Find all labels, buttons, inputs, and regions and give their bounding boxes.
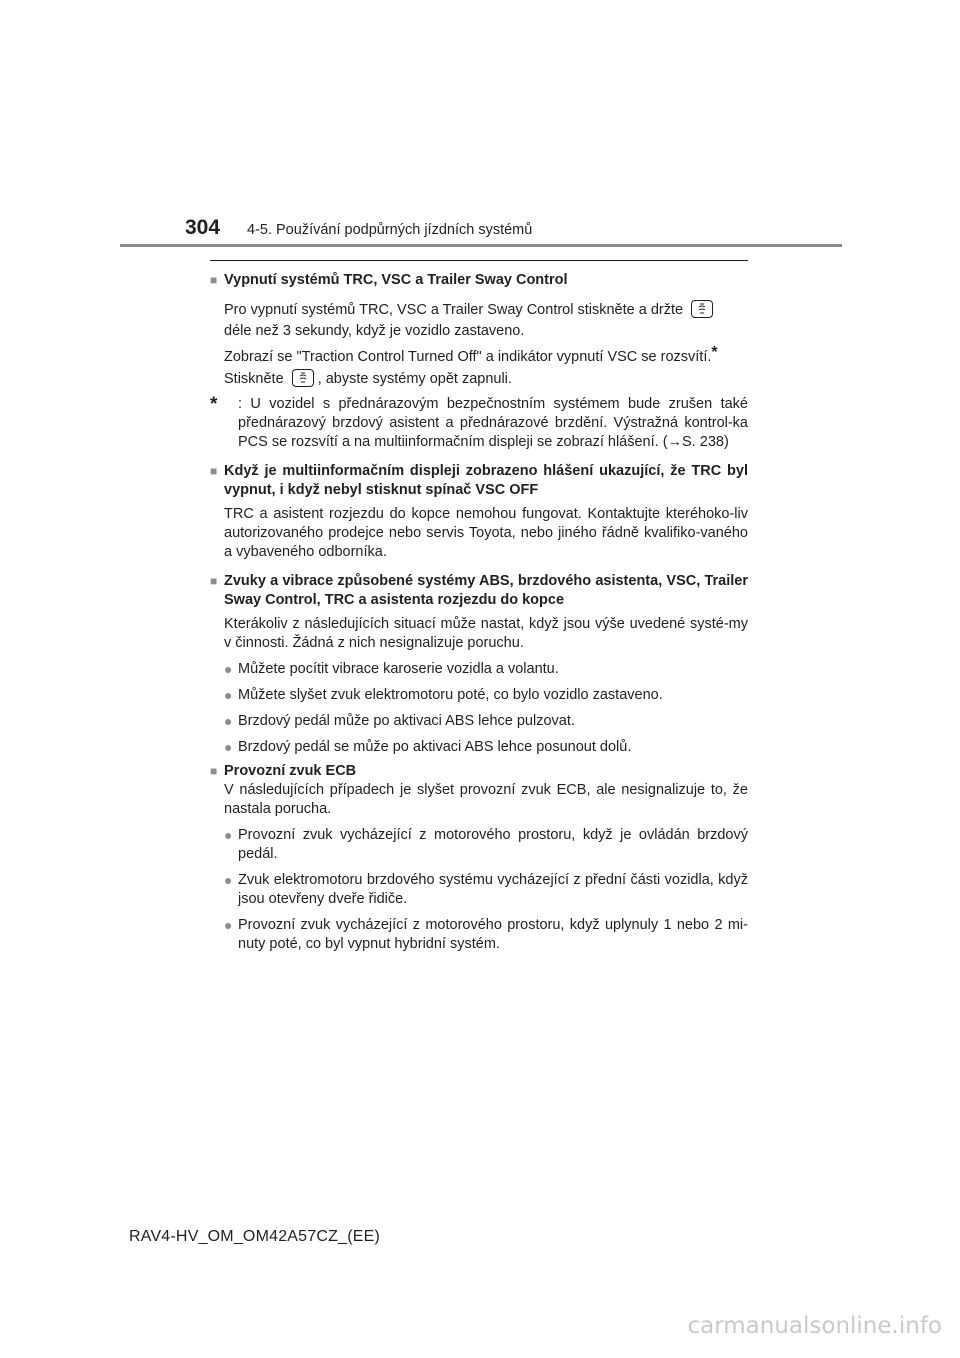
list-item: ● Brzdový pedál může po aktivaci ABS lehce pulzovat.	[224, 713, 575, 729]
vsc-off-switch-icon	[292, 369, 314, 387]
paragraph: Stiskněte , abyste systémy opět zapnuli.	[224, 371, 512, 387]
section-heading-ecb-sound: ■ Provozní zvuk ECB	[210, 763, 357, 779]
list-item: ● Můžete slyšet zvuk elektromotoru poté, co bylo vozidlo zastaveno.	[224, 687, 663, 703]
circle-bullet-icon: ●	[224, 917, 233, 933]
list-item: ● Můžete pocítit vibrace karoserie vozidla a volantu.	[224, 661, 559, 677]
paragraph: Kterákoliv z následujících situací může nastat, když jsou výše uvedené systé-my v činnosti. Žádná z nich nesignalizuje poruchu.	[224, 616, 748, 651]
circle-bullet-icon: ●	[224, 687, 233, 703]
paragraph: Zobrazí se "Traction Control Turned Off" a indikátor vypnutí VSC se rozsvítí.*	[224, 344, 718, 365]
circle-bullet-icon: ●	[224, 661, 233, 677]
chapter-title: 4-5. Používání podpůrných jízdních systémů	[247, 222, 533, 238]
watermark: carmanualsonline.info	[687, 1313, 942, 1339]
paragraph: Pro vypnutí systémů TRC, VSC a Trailer Sway Control stiskněte a držte déle než 3 sekundy, když je vozidlo zastaveno.	[210, 300, 748, 341]
square-icon: ■	[210, 464, 218, 478]
paragraph: V následujících případech je slyšet provozní zvuk ECB, ale nesignalizuje to, že nastala porucha.	[224, 782, 748, 817]
footnote: * : U vozidel s přednárazovým bezpečnostním systémem bude zrušen také přednárazový brzdový asistent a přednárazové brzdění. Výstražná kontrol-ka PCS se rozsvítí a na multiinformačním displeji se zobrazí hlášení. (→S. 238)	[210, 394, 748, 450]
list-item: ● Provozní zvuk vycházející z motorového prostoru, když uplynuly 1 nebo 2 mi-nuty poté, co byl vypnut hybridní systém.	[224, 917, 748, 952]
section-heading-trc-message: ■ Když je multiinformačním displeji zobrazeno hlášení ukazující, že TRC byl vypnut, i když nebyl stisknut spínač VSC OFF	[210, 463, 748, 498]
square-icon: ■	[210, 764, 218, 778]
section-heading-sounds: ■ Zvuky a vibrace způsobené systémy ABS, brzdového asistenta, VSC, Trailer Sway Control, TRC a asistenta rozjezdu do kopce	[210, 573, 748, 608]
list-item: ● Brzdový pedál se může po aktivaci ABS lehce posunout dolů.	[224, 739, 632, 755]
vsc-off-switch-icon	[691, 300, 713, 318]
paragraph: TRC a asistent rozjezdu do kopce nemohou fungovat. Kontaktujte kteréhoko-liv autorizovaného prodejce nebo servis Toyota, nebo jiného řádně kvalifiko-vaného a vybaveného odborníka.	[224, 506, 748, 560]
circle-bullet-icon: ●	[224, 872, 233, 888]
page-content	[210, 265, 748, 954]
header-rule	[120, 244, 842, 247]
list-item: ● Provozní zvuk vycházející z motorového prostoru, když je ovládán brzdový pedál.	[224, 827, 748, 862]
circle-bullet-icon: ●	[224, 739, 233, 755]
circle-bullet-icon: ●	[224, 827, 233, 843]
circle-bullet-icon: ●	[224, 713, 233, 729]
square-icon: ■	[210, 574, 218, 588]
content-rule	[210, 260, 748, 261]
footnote-mark: *	[711, 344, 718, 361]
section-heading-trc-off: ■ Vypnutí systémů TRC, VSC a Trailer Sway Control	[210, 272, 568, 288]
square-icon: ■	[210, 273, 218, 287]
page-number: 304	[185, 216, 221, 239]
list-item: ● Zvuk elektromotoru brzdového systému vycházející z přední části vozidla, když jsou otevřeny dveře řidiče.	[224, 872, 748, 907]
document-code: RAV4-HV_OM_OM42A57CZ_(EE)	[129, 1228, 380, 1245]
